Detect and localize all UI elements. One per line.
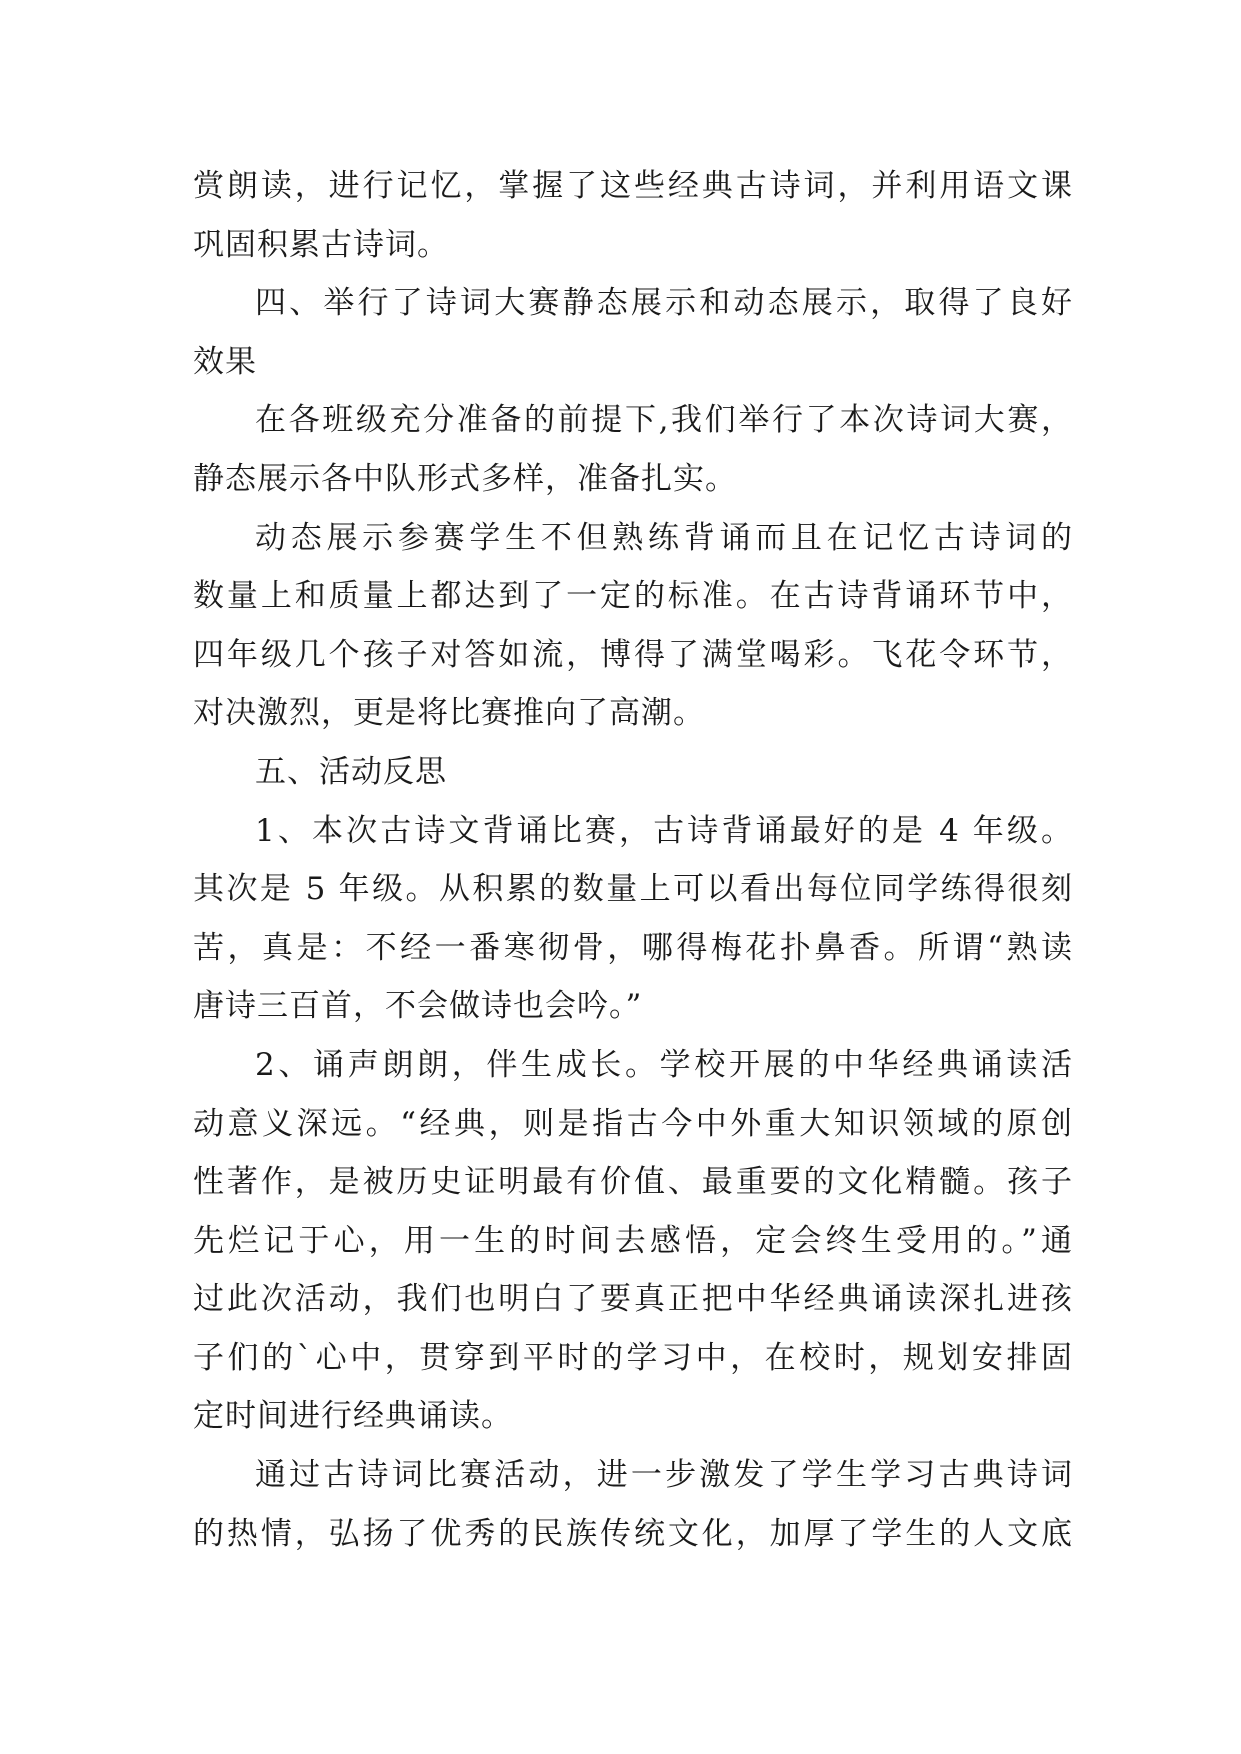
text-line: 苦，真是：不经一番寒彻骨，哪得梅花扑鼻香。所谓“熟读	[193, 929, 1073, 966]
text-line: 性著作，是被历史证明最有价值、最重要的文化精髓。孩子	[193, 1164, 1073, 1201]
text-line: 巩固积累古诗词。	[193, 226, 449, 263]
text-line: 的热情，弘扬了优秀的民族传统文化，加厚了学生的人文底	[193, 1515, 1073, 1552]
text-line: 动态展示参赛学生不但熟练背诵而且在记忆古诗词的	[255, 519, 1073, 556]
text-line: 过此次活动，我们也明白了要真正把中华经典诵读深扎进孩	[193, 1281, 1073, 1318]
text-line: 唐诗三百首，不会做诗也会吟。”	[193, 988, 643, 1025]
text-line: 动意义深远。“经典，则是指古今中外重大知识领域的原创	[193, 1105, 1073, 1142]
text-line: 先烂记于心，用一生的时间去感悟，定会终生受用的。”通	[193, 1222, 1073, 1259]
text-line: 五、活动反思	[255, 753, 447, 790]
text-line: 1、本次古诗文背诵比赛，古诗背诵最好的是 4 年级。	[255, 812, 1073, 849]
body-text	[193, 157, 1073, 1563]
text-line: 2、诵声朗朗，伴生成长。学校开展的中华经典诵读活	[255, 1046, 1073, 1083]
text-line: 数量上和质量上都达到了一定的标准。在古诗背诵环节中，	[193, 578, 1073, 615]
text-line: 赏朗读，进行记忆，掌握了这些经典古诗词，并利用语文课	[193, 168, 1073, 204]
text-line: 在各班级充分准备的前提下,我们举行了本次诗词大赛，	[255, 402, 1073, 439]
text-line: 效果	[193, 343, 257, 380]
text-line: 静态展示各中队形式多样，准备扎实。	[193, 460, 737, 497]
text-line: 定时间进行经典诵读。	[193, 1398, 513, 1435]
text-line: 四年级几个孩子对答如流，博得了满堂喝彩。飞花令环节，	[193, 636, 1073, 673]
text-line: 四、举行了诗词大赛静态展示和动态展示，取得了良好	[255, 285, 1073, 322]
text-line: 子们的`心中，贯穿到平时的学习中，在校时，规划安排固	[193, 1339, 1073, 1376]
text-line: 对决激烈，更是将比赛推向了高潮。	[193, 695, 705, 732]
text-line: 其次是 5 年级。从积累的数量上可以看出每位同学练得很刻	[193, 871, 1073, 908]
text-line: 通过古诗词比赛活动，进一步激发了学生学习古典诗词	[255, 1457, 1073, 1494]
